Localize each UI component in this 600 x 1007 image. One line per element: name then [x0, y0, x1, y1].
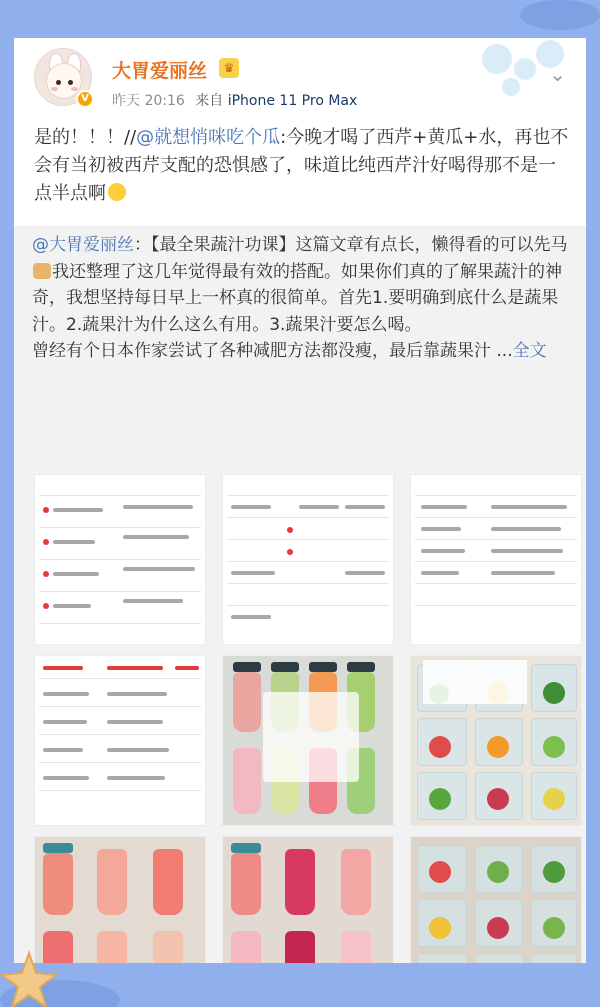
repost-text-b: 我还整理了这几年觉得最有效的搭配。如果你们真的了解果蔬汁的神奇，我想坚持每日早上一杯真的很简单。首先1.要明确到底什么是蔬果汁。2.蔬果汁为什么这么有用。3.蔬果汁要怎么喝。 [32, 261, 562, 335]
post-text-body: :今晚才喝了西芹+黄瓜+水，再也不会有当初被西芹支配的恐惧感了，味道比纯西芹汁好喝得那不是一点半点啊 [34, 127, 569, 204]
mention-link[interactable]: @就想悄咪吃个瓜 [136, 127, 281, 148]
star-decoration-icon [0, 945, 64, 1007]
post-text [34, 124, 570, 208]
device-name: iPhone 11 Pro Max [227, 93, 358, 109]
post-time: 昨天 20:16 [112, 93, 185, 109]
image-grid [34, 474, 582, 954]
repost-text-c: 曾经有个日本作家尝试了各种减肥方法都没瘦，最后靠蔬果汁 ... [32, 341, 513, 361]
image-thumb-5[interactable] [222, 655, 394, 826]
chevron-down-icon[interactable]: ⌄ [549, 62, 566, 86]
repost-text-a: ：【最全果蔬汁功课】这篇文章有点长，懒得看的可以先马 [134, 235, 568, 255]
image-thumb-7[interactable] [34, 836, 206, 963]
repost-text [32, 232, 572, 365]
image-thumb-2[interactable] [222, 474, 394, 645]
verified-v-icon: V [76, 90, 94, 108]
image-thumb-3[interactable] [410, 474, 582, 645]
image-thumb-9[interactable] [410, 836, 582, 963]
weibo-post-card [14, 38, 586, 963]
image-thumb-8[interactable] [222, 836, 394, 963]
image-thumb-4[interactable] [34, 655, 206, 826]
reposted-content[interactable] [14, 226, 586, 963]
repost-user-link[interactable]: @大胃爱丽丝 [32, 235, 134, 255]
image-thumb-6[interactable] [410, 655, 582, 826]
member-crown-icon[interactable]: ♛ [219, 58, 239, 78]
post-meta [112, 90, 357, 110]
post-header [14, 38, 586, 120]
cat-emoji-icon [33, 263, 51, 279]
full-text-link[interactable]: 全文 [512, 341, 547, 361]
post-text-lead: 是的！！！// [34, 127, 137, 148]
source-prefix: 来自 [195, 93, 224, 109]
author-name[interactable]: 大胃爱丽丝 [112, 60, 208, 82]
image-thumb-1[interactable] [34, 474, 206, 645]
laugh-emoji-icon [108, 183, 126, 201]
